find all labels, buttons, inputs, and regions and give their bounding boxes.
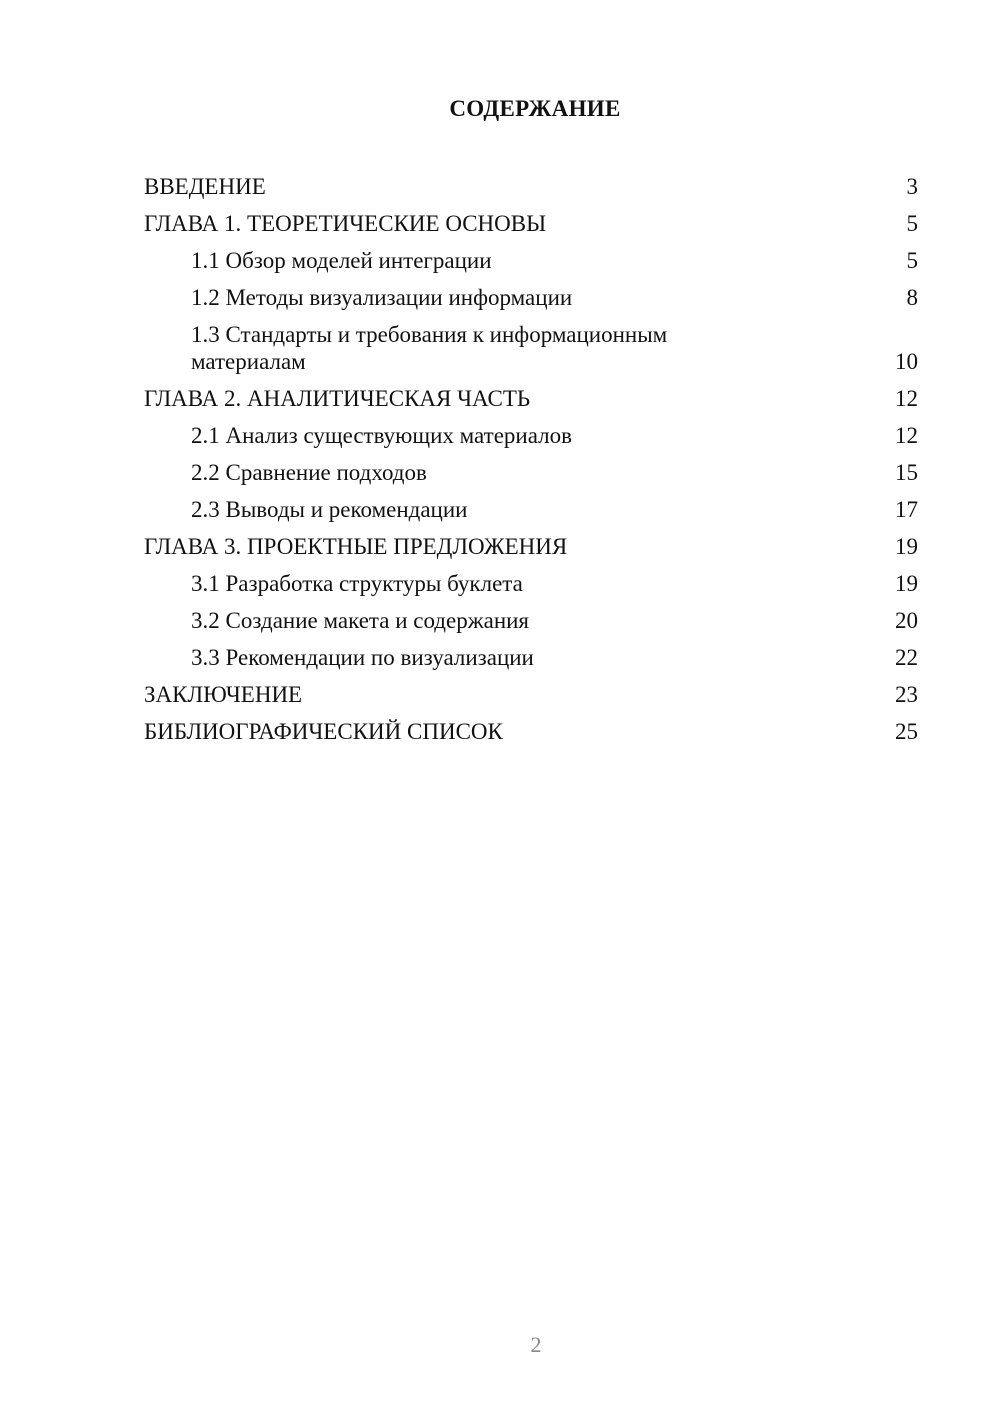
toc-entry-label: 1.2 Методы визуализации информации (191, 285, 573, 310)
toc-entry-section-1-2[interactable] (144, 279, 918, 316)
toc-entry-chapter-1[interactable] (144, 205, 918, 242)
toc-entry-section-3-3[interactable] (144, 639, 918, 676)
page-number: 2 (530, 1332, 542, 1357)
toc-entry-page: 19 (895, 571, 918, 596)
toc-entry-section-1-1[interactable] (144, 242, 918, 279)
toc-entry-label: 3.2 Создание макета и содержания (191, 608, 530, 633)
toc-entry-section-3-1[interactable] (144, 565, 918, 602)
toc-entry-label: ВВЕДЕНИЕ (144, 174, 266, 199)
toc-entry-section-3-2[interactable] (144, 602, 918, 639)
toc-entry-introduction[interactable] (144, 168, 918, 205)
toc-entry-page: 19 (895, 534, 918, 559)
toc-entry-page: 12 (895, 423, 918, 448)
toc-entry-label: ГЛАВА 2. АНАЛИТИЧЕСКАЯ ЧАСТЬ (144, 386, 531, 411)
toc-entry-page: 25 (895, 719, 918, 744)
toc-entry-page: 10 (895, 349, 918, 374)
toc-entry-page: 3 (906, 174, 918, 199)
toc-entry-label: 3.3 Рекомендации по визуализации (191, 645, 534, 670)
toc-entry-label: 1.3 Стандарты и требования к информационным материалам (191, 322, 668, 374)
toc-entry-chapter-2[interactable] (144, 380, 918, 417)
toc-entry-conclusion[interactable] (144, 676, 918, 713)
toc-entry-label: 2.3 Выводы и рекомендации (191, 497, 468, 522)
toc-entry-section-2-1[interactable] (144, 417, 918, 454)
toc-entry-page: 22 (895, 645, 918, 670)
toc-entry-label: 3.1 Разработка структуры буклета (191, 571, 523, 596)
toc-entry-page: 5 (906, 211, 918, 236)
toc-entry-label: 2.2 Сравнение подходов (191, 460, 427, 485)
toc-entry-section-1-3[interactable] (144, 316, 918, 380)
toc-entry-label: ЗАКЛЮЧЕНИЕ (144, 682, 303, 707)
toc-entry-page: 12 (895, 386, 918, 411)
toc-entry-chapter-3[interactable] (144, 528, 918, 565)
toc-entry-page: 8 (906, 285, 918, 310)
toc-entry-label: БИБЛИОГРАФИЧЕСКИЙ СПИСОК (144, 719, 503, 744)
toc-entry-label: 1.1 Обзор моделей интеграции (191, 248, 492, 273)
toc-entry-page: 20 (895, 608, 918, 633)
toc-entry-page: 5 (906, 248, 918, 273)
toc-entry-bibliography[interactable] (144, 713, 918, 750)
toc-entry-label: ГЛАВА 1. ТЕОРЕТИЧЕСКИЕ ОСНОВЫ (144, 211, 547, 236)
toc-entry-section-2-3[interactable] (144, 491, 918, 528)
toc-entry-page: 15 (895, 460, 918, 485)
toc-entry-label: 2.1 Анализ существующих материалов (191, 423, 572, 448)
toc-entry-page: 17 (895, 497, 918, 522)
toc-entry-section-2-2[interactable] (144, 454, 918, 491)
toc-entry-page: 23 (895, 682, 918, 707)
page-title: СОДЕРЖАНИЕ (449, 96, 621, 121)
toc-entry-label: ГЛАВА 3. ПРОЕКТНЫЕ ПРЕДЛОЖЕНИЯ (144, 534, 568, 559)
table-of-contents (144, 168, 918, 750)
